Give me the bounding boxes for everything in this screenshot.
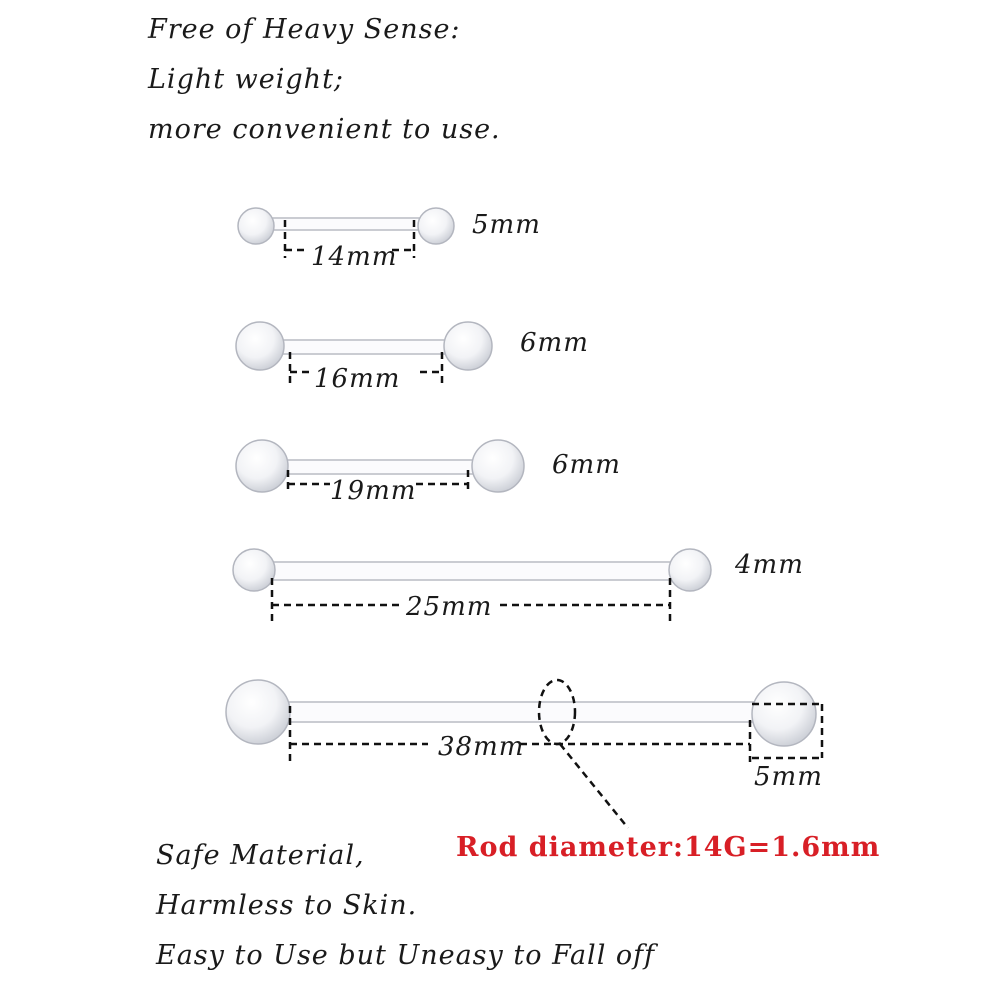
- ball-label-5: 5mm: [754, 762, 823, 792]
- outro-line-3: Easy to Use but Uneasy to Fall off: [156, 940, 656, 971]
- length-label-3: 19mm: [330, 476, 417, 506]
- length-label-5: 38mm: [438, 732, 525, 762]
- outro-line-1: Safe Material,: [156, 840, 365, 871]
- length-label-4: 25mm: [406, 592, 493, 622]
- outro-line-2: Harmless to Skin.: [156, 890, 418, 921]
- ball-label-1: 5mm: [472, 210, 541, 240]
- length-label-1: 14mm: [311, 242, 398, 272]
- rod-diameter-note: Rod diameter:14G=1.6mm: [456, 832, 881, 863]
- intro-line-2: Light weight;: [148, 64, 345, 95]
- ball-label-3: 6mm: [552, 450, 621, 480]
- ball-label-4: 4mm: [735, 550, 804, 580]
- intro-line-3: more convenient to use.: [148, 114, 501, 145]
- intro-line-1: Free of Heavy Sense:: [148, 14, 461, 45]
- length-label-2: 16mm: [314, 364, 401, 394]
- ball-label-2: 6mm: [520, 328, 589, 358]
